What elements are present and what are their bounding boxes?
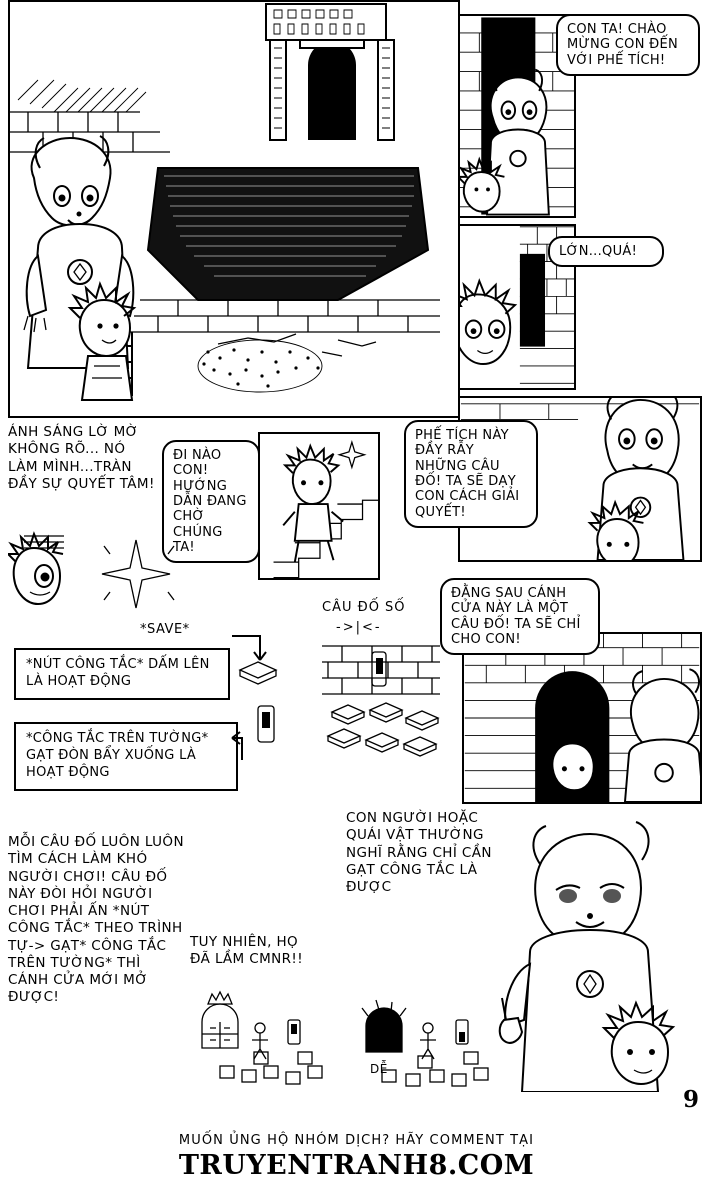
switch-diagram-icons [228,630,294,770]
speech-bubble-too-big: LỚN...QUÁ! [548,236,664,267]
speech-bubble-ruins-puzzles: PHẾ TÍCH NÀY ĐẦY RẪY NHỮNG CÂU ĐỐ! TA SẼ DẠY CON CÁCH GIẢI QUYẾT! [404,420,538,528]
caption-dim-light: ÁNH SÁNG LỜ MỜ KHÔNG RÕ... NÓ LÀM MÌNH...TRÀN ĐẦY SỰ QUYẾT TÂM! [8,424,155,492]
footer-site-name: TRUYENTRANH8.COM [178,1150,535,1181]
speech-bubble-guide-waiting: ĐI NÀO CON! HƯỚNG DẪN ĐANG CHỜ CHÚNG TA! [162,440,260,563]
speech-bubble-welcome: CON TA! CHÀO MỪNG CON ĐẾN VỚI PHẾ TÍCH! [556,14,700,76]
speech-bubble-behind-door: ĐẰNG SAU CÁNH CỬA NÀY LÀ MỘT CÂU ĐỐ! TA SẼ CHỈ CHO CON! [440,578,600,655]
puzzle-arrows-label: ->|<- [336,620,382,635]
puzzle-room-diagram [318,640,450,768]
puzzle-number-label: CÂU ĐỐ SỐ [322,600,406,615]
note-wall-switch: *CÔNG TẮC TRÊN TƯỜNG* GẠT ĐÒN BẨY XUỐNG LÀ HOẠT ĐỘNG [14,722,238,791]
caption-however: TUY NHIÊN, HỌ ĐÃ LẦM CMNR!! [190,934,304,968]
footer-support-text: MUỐN ỦNG HỘ NHÓM DỊCH? HÃY COMMENT TẠI [178,1133,535,1148]
ruins-entrance-art [8,0,460,418]
note-floor-switch: *NÚT CÔNG TẮC* DẤM LÊN LÀ HOẠT ĐỘNG [14,648,230,700]
puzzle-sketch-left [192,990,338,1090]
caption-puzzle-explanation: MỖI CÂU ĐỐ LUÔN LUÔN TÌM CÁCH LÀM KHÓ NGƯỜI CHƠI! CÂU ĐỐ NÀY ĐÒI HỎI NGƯỜI CHƠI PHẢI ẤN *NÚT CÔNG TẮC* THEO TRÌNH TỰ-> GẠT* CÔNG TẮC TRÊN TƯỜNG* THÌ CÁNH CỬA MỚI MỞ ĐƯỢC! [8,834,184,1006]
caption-humans-monsters: CON NGƯỜI HOẶC QUÁI VẬT THƯỜNG NGHĨ RẰNG CHỈ CẦN GẠT CÔNG TẮC LÀ ĐƯỢC [346,810,492,896]
panel-doorway-puzzle [462,632,702,804]
frisk-determined-face [8,530,188,616]
toriel-pointing-art [496,820,708,1092]
panel-frisk-on-stairs [258,432,380,580]
caption-easy: DỄ [370,1062,388,1076]
save-label: *SAVE* [140,622,190,637]
page-number: 9 [682,1086,699,1113]
